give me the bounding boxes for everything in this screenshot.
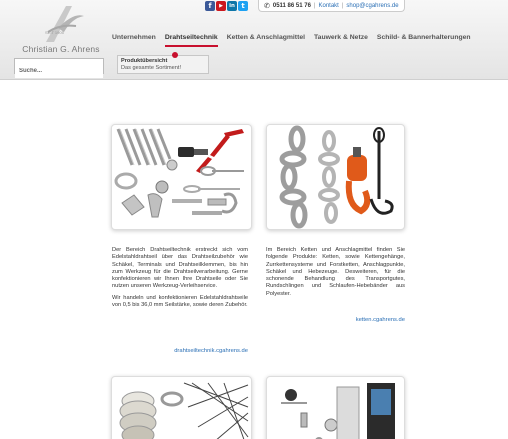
submenu-subtitle: Das gesamte Sortiment!	[121, 65, 182, 71]
youtube-icon[interactable]: ▶	[216, 1, 226, 11]
search-input[interactable]	[15, 64, 103, 78]
separator: |	[313, 2, 316, 9]
ketten-image[interactable]	[266, 124, 405, 230]
submenu-title: Produktübersicht	[121, 58, 168, 64]
brand-since: SEIT 1905	[45, 30, 64, 35]
ketten-link[interactable]: ketten.cgahrens.de	[355, 317, 405, 323]
nav-item-unternehmen[interactable]: Unternehmen	[112, 34, 156, 41]
site-header	[0, 0, 508, 80]
linkedin-icon[interactable]: in	[227, 1, 237, 11]
logo-emblem-icon	[36, 2, 86, 46]
nav-item-schild[interactable]: Schild- & Bannerhalterungen	[376, 34, 471, 41]
schildhalterungen-image[interactable]	[266, 376, 405, 439]
nav-item-drahtseiltechnik[interactable]: Drahtseiltechnik	[165, 34, 218, 47]
twitter-icon[interactable]: t	[238, 1, 248, 11]
nav-item-tauwerk[interactable]: Tauwerk & Netze	[314, 34, 368, 41]
drahtseiltechnik-description	[112, 247, 248, 313]
drahtseiltechnik-image[interactable]	[111, 124, 252, 230]
chains-picture	[267, 125, 405, 230]
facebook-icon[interactable]: f	[205, 1, 215, 11]
wire-rope-products-picture	[112, 125, 252, 230]
brand-name: Christian G. Ahrens	[22, 44, 100, 54]
tauwerk-image[interactable]	[111, 376, 252, 439]
ropes-nets-picture	[112, 377, 252, 439]
social-links	[205, 1, 248, 11]
paragraph: Im Bereich Ketten und Anschlagmittel finden Sie folgende Produkte: Ketten, sowie Kettengehänge, Zurrkettensysteme und Forstketten, Anschlagpunkte, Schäkel und Hebezeuge. Desweiteren, für die schonende Behandlung des Transportgutes, Rundschlingen und Schlaufen-Hebebänder aus Polyester.	[266, 247, 405, 297]
ketten-description	[266, 247, 405, 302]
contact-link[interactable]: Kontakt	[318, 2, 339, 9]
pushpin-icon	[172, 52, 178, 58]
paragraph: Wir handeln und konfektionieren Edelstahldrahtseile von 0,5 bis 36,0 mm Seilstärke, sowie deren Zubehör.	[112, 294, 248, 309]
brand-logo[interactable]	[16, 2, 106, 58]
paragraph: Der Bereich Drahtseiltechnik erstreckt sich vom Edelstahldrahtseil über das Drahtseilzubehör wie Schäkel, Terminals und Drahtseilklemmen, bis hin zum Werkzeug für die Drahtseilverarbeitung. Gerne konfektionieren wir Ihnen Ihre Drahtseile oder Sie nutzen unseren Werkzeug-Verleihservice.	[112, 247, 248, 290]
submenu-product-overview[interactable]	[117, 55, 209, 74]
sign-holders-picture	[267, 377, 405, 439]
contact-bar	[258, 0, 405, 12]
search-box	[14, 58, 104, 74]
main-nav	[112, 34, 480, 47]
phone-number[interactable]: 0511 86 51 76	[272, 2, 311, 9]
email-link[interactable]: shop@cgahrens.de	[346, 2, 399, 9]
phone-icon: ✆	[264, 2, 270, 10]
nav-item-ketten[interactable]: Ketten & Anschlagmittel	[226, 34, 306, 41]
separator: |	[341, 2, 344, 9]
drahtseiltechnik-link[interactable]: drahtseiltechnik.cgahrens.de	[174, 348, 248, 354]
